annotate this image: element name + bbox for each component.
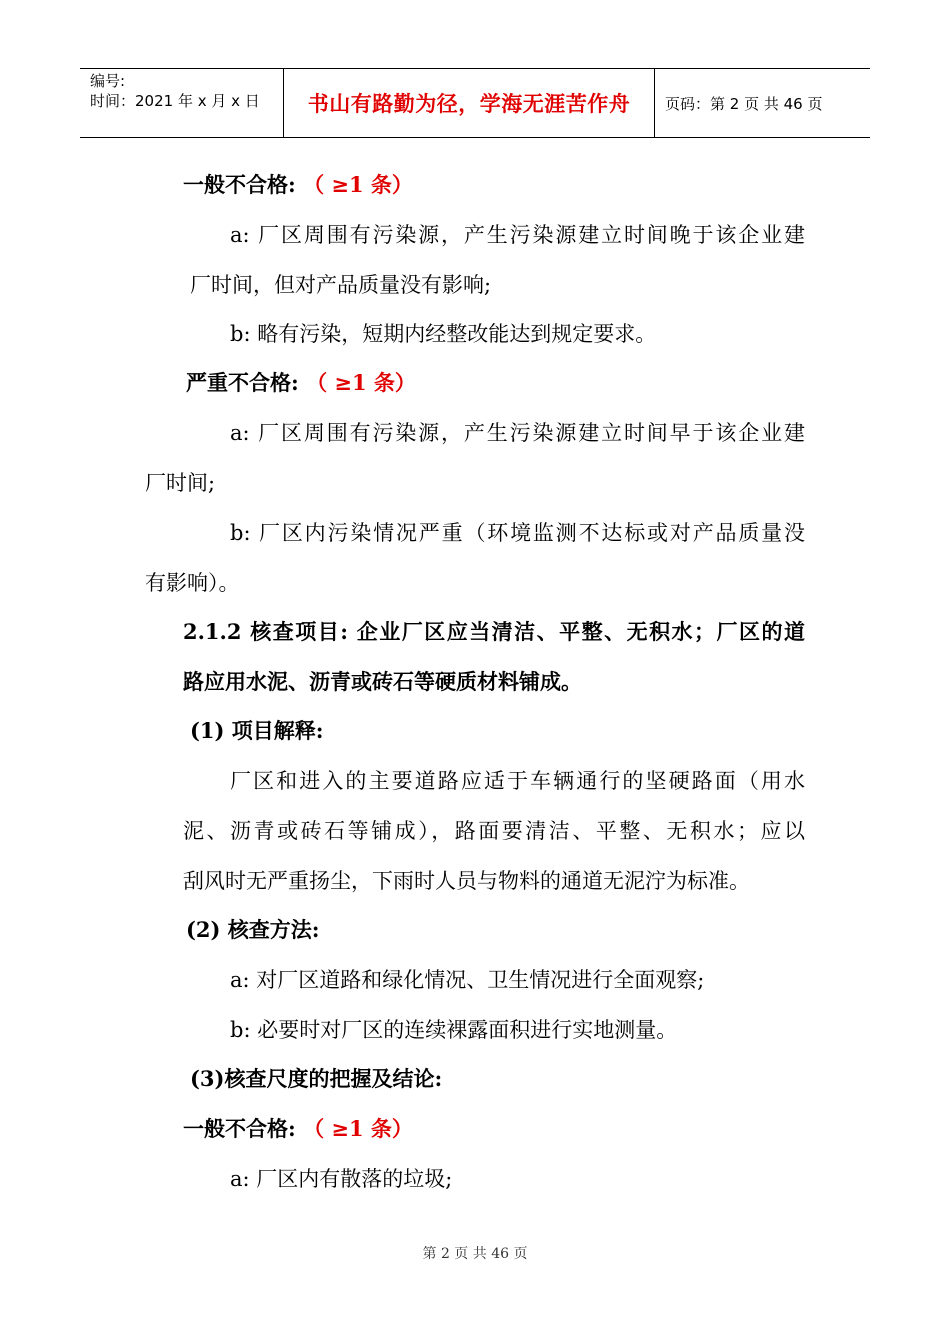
general-fail-label: 一般不合格: [183,172,296,197]
paragraph-line: b: 厂区内污染情况严重（环境监测不达标或对产品质量没 [230,521,805,545]
paragraph-line: b: 略有污染，短期内经整改能达到规定要求。 [230,322,657,346]
item-212-title: 2.1.2 核查项目: 企业厂区应当清洁、平整、无积水；厂区的道 [183,619,805,644]
general-fail-heading [183,170,413,200]
section-3-title: (3)核查尺度的把握及结论: [190,1066,443,1091]
serious-fail-label: 严重不合格: [186,370,299,395]
general-fail-label: 一般不合格: [183,1116,296,1141]
paragraph-line: 厂时间，但对产品质量没有影响; [190,273,492,297]
header-meta [80,69,283,137]
page-header [80,68,870,138]
paragraph-line: 刮风时无严重扬尘，下雨时人员与物料的通道无泥泞为标准。 [183,869,750,893]
item-212-title-cont: 路应用水泥、沥青或砖石等硬质材料铺成。 [183,669,582,694]
paragraph-line: a: 对厂区道路和绿化情况、卫生情况进行全面观察; [230,968,705,992]
page-footer: 第 2 页 共 46 页 [422,1246,528,1262]
section-2-title: (2) 核查方法: [186,917,320,942]
paragraph-line: 有影响）。 [145,571,240,595]
general-fail-heading-2 [183,1114,413,1144]
general-fail-count: （ ≥1 条） [303,172,413,197]
doc-number-label: 编号: [90,72,126,90]
serious-fail-heading [186,368,416,398]
paragraph-line: a: 厂区内有散落的垃圾; [230,1167,453,1191]
section-1-title: (1) 项目解释: [190,718,324,743]
serious-fail-count: （ ≥1 条） [306,370,416,395]
header-motto-cell [283,69,655,137]
paragraph-line: 厂时间; [145,471,216,495]
header-motto: 书山有路勤为径，学海无涯苦作舟 [307,92,631,116]
paragraph-line: 厂区和进入的主要道路应适于车辆通行的坚硬路面（用水 [230,769,805,793]
paragraph-line: b: 必要时对厂区的连续裸露面积进行实地测量。 [230,1018,678,1042]
doc-time-label: 时间：2021 年 x 月 x 日 [90,92,260,110]
paragraph-line: a: 厂区周围有污染源，产生污染源建立时间早于该企业建 [230,421,805,445]
general-fail-count: （ ≥1 条） [303,1116,413,1141]
paragraph-line: 泥、沥青或砖石等铺成），路面要清洁、平整、无积水；应以 [183,819,805,843]
header-page-info: 页码：第 2 页 共 46 页 [665,94,823,113]
paragraph-line: a: 厂区周围有污染源，产生污染源建立时间晚于该企业建 [230,223,805,247]
